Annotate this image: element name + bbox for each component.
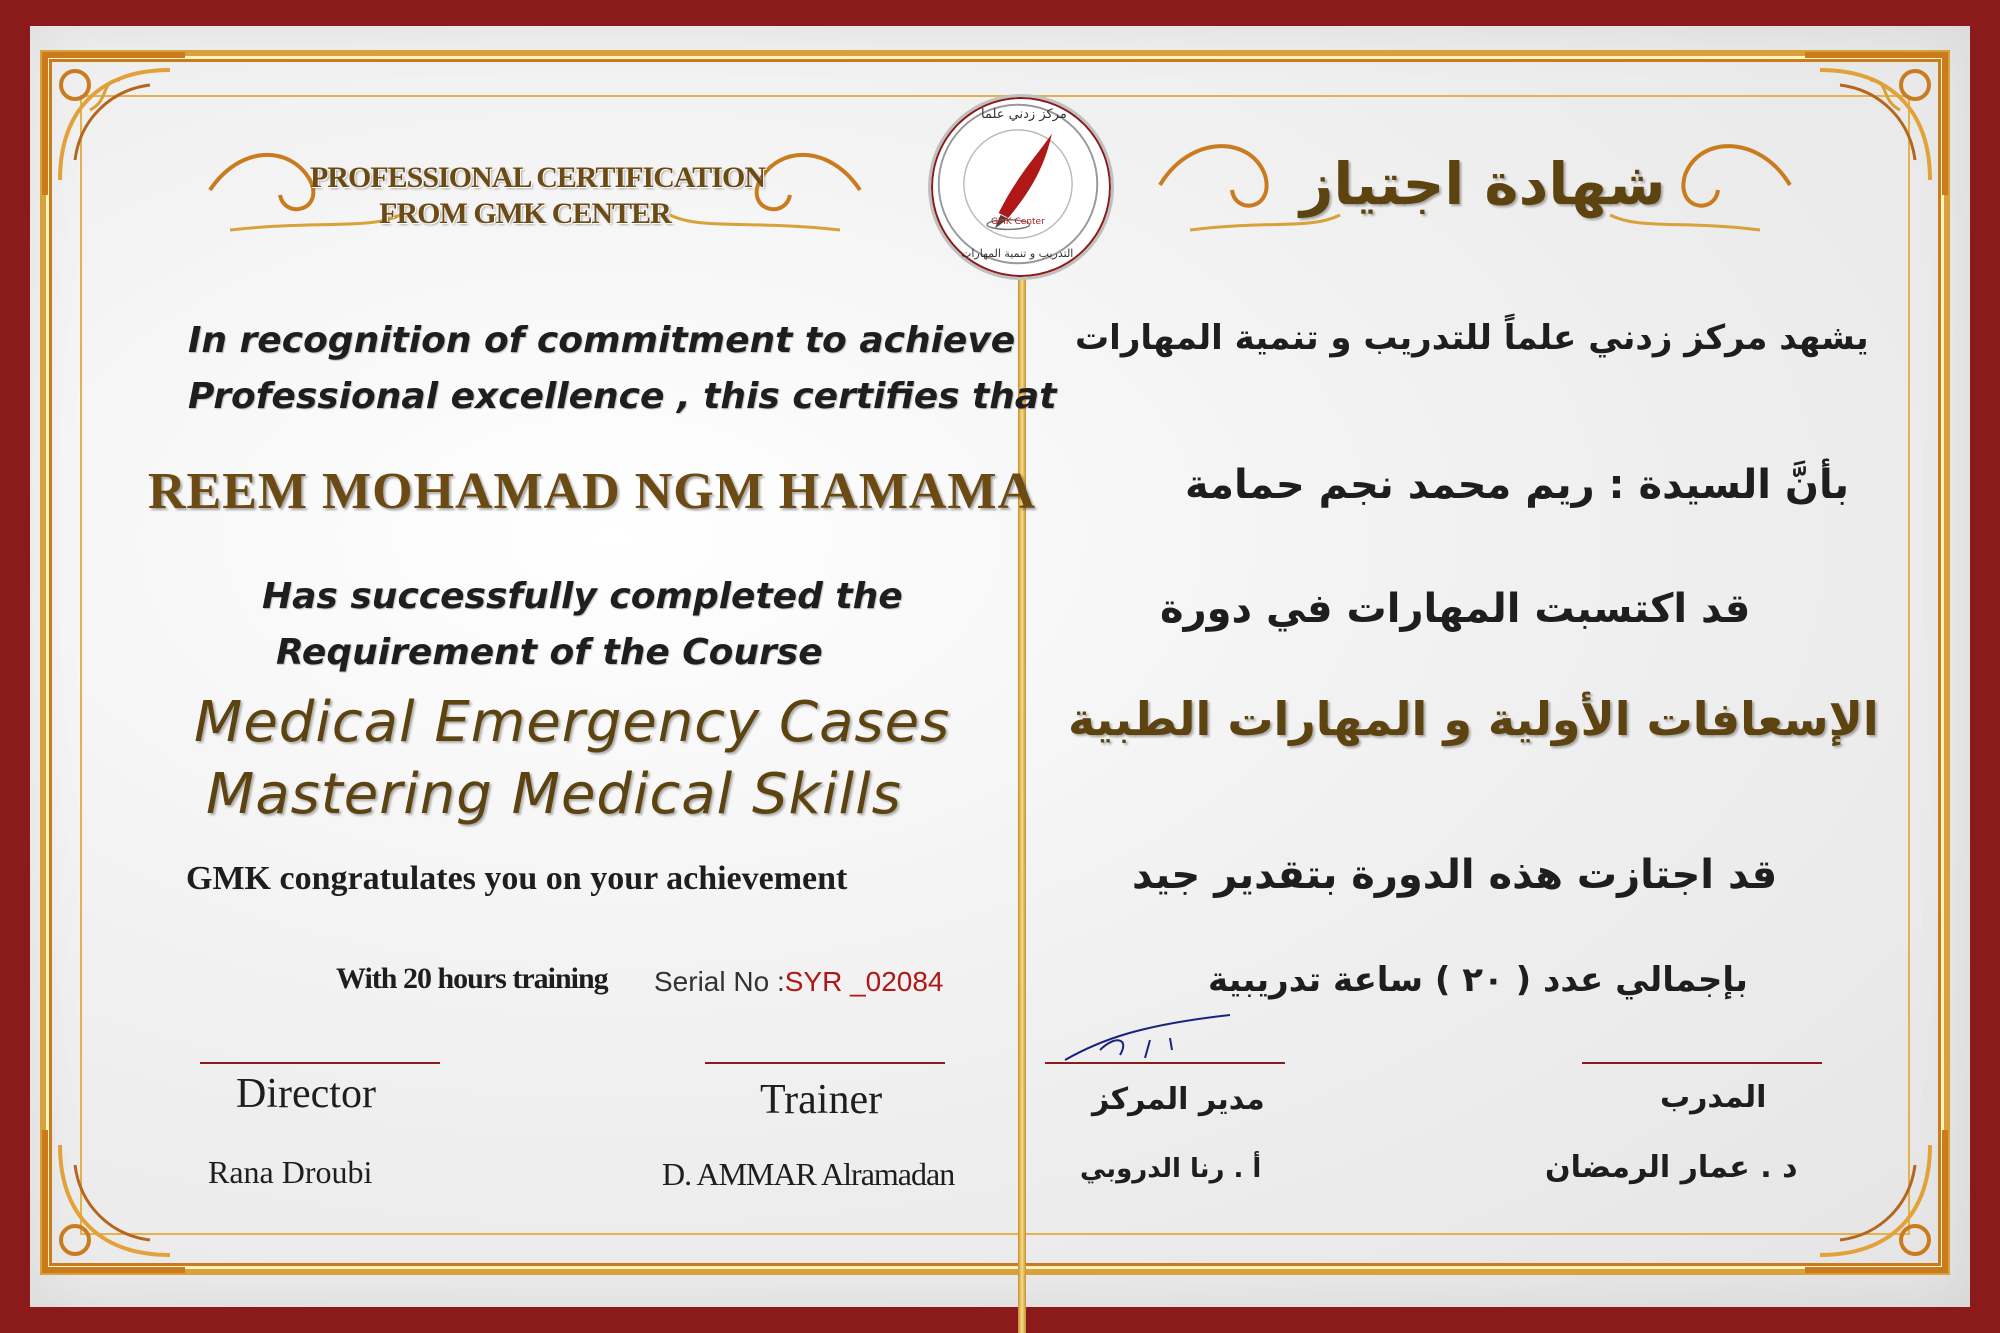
arabic-title: شهادة اجتياز [1300,150,1666,218]
gmk-logo-seal [928,94,1114,280]
course-title-line-1: Medical Emergency Cases [194,690,951,755]
completed-line-1: Has successfully completed the [262,576,903,617]
director-signature-line [200,1062,440,1064]
header-line-2: FROM GMK CENTER [379,197,671,230]
trainer-signature-line [705,1062,945,1064]
logo-badge: GMK Center [991,217,1045,227]
arabic-trainer-name: د . عمار الرمضان [1545,1150,1798,1185]
arabic-trainer-signature-line [1582,1062,1822,1064]
arabic-director-name: أ . رنا الدروبي [1080,1154,1262,1184]
completed-line-2: Requirement of the Course [276,632,823,673]
serial-value: SYR _02084 [784,966,944,997]
arabic-director-title: مدير المركز [1092,1082,1265,1117]
arabic-line-1: يشهد مركز زدني علماً للتدريب و تنمية المهارات [1075,318,1869,358]
corner-ornament-icon [40,50,190,200]
signature-scribble-icon [1060,1010,1240,1070]
training-hours: With 20 hours training [336,962,608,995]
logo-ring-bottom: التدريب و تنمية المهارات [961,247,1074,260]
arabic-line-3: قد اكتسبت المهارات في دورة [1160,586,1751,632]
director-name: Rana Droubi [208,1154,373,1190]
arabic-line-5: بإجمالي عدد ( ٢٠ ) ساعة تدريبية [1208,960,1748,1000]
serial-label: Serial No : [654,966,785,997]
arabic-director-signature-line [1045,1062,1285,1064]
arabic-recipient-line: بأنَّ السيدة : ريم محمد نجم حمامة [1185,462,1850,508]
recipient-name: REEM MOHAMAD NGM HAMAMA [148,463,1037,520]
arabic-line-4: قد اجتازت هذه الدورة بتقدير جيد [1132,852,1778,898]
corner-ornament-icon [1800,50,1950,200]
logo-ring-top: مركز زدني علما [981,107,1067,122]
arabic-trainer-title: المدرب [1660,1080,1767,1115]
professional-certification-header [310,160,765,232]
director-title: Director [236,1071,376,1117]
intro-line-2: Professional excellence , this certifies that [188,376,1057,417]
header-line-1: PROFESSIONAL CERTIFICATION [310,161,765,194]
corner-ornament-icon [40,1125,190,1275]
intro-line-1: In recognition of commitment to achieve [188,320,1016,361]
serial-number [654,966,944,998]
trainer-title: Trainer [760,1077,883,1123]
congratulations-text: GMK congratulates you on your achievement [186,860,848,897]
trainer-name: D. AMMAR Alramadan [662,1156,955,1192]
course-title-line-2: Mastering Medical Skills [206,762,902,827]
corner-ornament-icon [1800,1125,1950,1275]
arabic-course-title: الإسعافات الأولية و المهارات الطبية [1068,692,1879,746]
pen-logo-icon [931,97,1105,271]
